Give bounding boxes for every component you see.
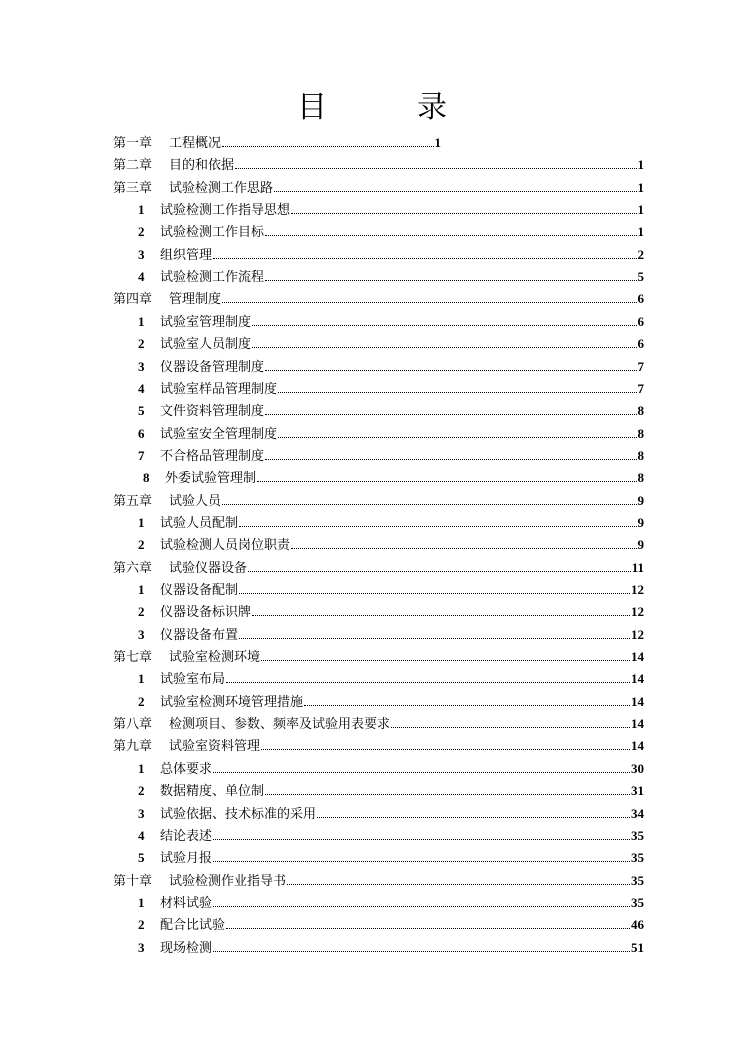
entry-label: 不合格品管理制度 xyxy=(160,448,265,464)
entry-label: 工程概况 xyxy=(169,136,222,151)
entry-page-number: 9 xyxy=(637,514,644,530)
dot-leader xyxy=(317,803,630,818)
dot-leader xyxy=(213,892,630,907)
entry-number: 第八章 xyxy=(113,717,153,733)
entry-number: 5 xyxy=(138,403,145,419)
dot-leader xyxy=(265,266,636,281)
dot-leader xyxy=(257,467,636,482)
entry-page-number: 11 xyxy=(631,559,644,575)
dot-leader xyxy=(291,199,636,214)
entry-label: 仪器设备配制 xyxy=(160,583,239,598)
entry-page-number: 30 xyxy=(631,760,644,776)
entry-number: 第七章 xyxy=(113,650,153,666)
entry-number: 1 xyxy=(138,514,145,530)
entry-label: 文件资料管理制度 xyxy=(160,404,265,420)
entry-number: 第五章 xyxy=(113,493,153,509)
entry-page-number: 14 xyxy=(631,693,644,709)
dot-leader xyxy=(291,534,636,549)
entry-number: 2 xyxy=(138,783,145,799)
toc-section-entry xyxy=(138,244,644,266)
entry-label: 组织管理 xyxy=(160,247,213,263)
entry-label: 仪器设备布置 xyxy=(160,627,239,643)
entry-page-number: 14 xyxy=(631,716,644,732)
entry-number: 1 xyxy=(138,894,145,910)
dot-leader xyxy=(265,780,630,795)
dot-leader xyxy=(239,624,630,639)
dot-leader xyxy=(239,512,636,527)
entry-page-number: 35 xyxy=(631,894,644,910)
entry-page-number: 1 xyxy=(637,179,644,195)
entry-number: 4 xyxy=(138,827,145,843)
entry-page-number: 8 xyxy=(637,403,644,419)
entry-number: 3 xyxy=(138,805,145,821)
toc-chapter-entry xyxy=(113,132,441,154)
entry-label: 试验室检测环境管理措施 xyxy=(160,694,304,710)
toc-chapter-entry xyxy=(113,177,644,199)
dot-leader xyxy=(252,333,636,348)
dot-leader xyxy=(213,825,630,840)
toc-chapter-entry xyxy=(113,490,644,512)
toc-section-entry xyxy=(138,758,644,780)
entry-number: 7 xyxy=(138,447,145,463)
entry-page-number: 8 xyxy=(637,470,644,486)
toc-section-entry xyxy=(138,423,644,445)
toc-section-entry xyxy=(138,825,644,847)
entry-page-number: 12 xyxy=(631,626,644,642)
entry-number: 1 xyxy=(138,313,145,329)
toc-section-entry xyxy=(138,579,644,601)
toc-section-entry xyxy=(143,467,644,489)
entry-page-number: 14 xyxy=(631,738,644,754)
entry-number: 2 xyxy=(138,917,145,933)
toc-chapter-entry xyxy=(113,646,644,668)
toc-chapter-entry xyxy=(113,288,644,310)
entry-number: 2 xyxy=(138,604,145,620)
entry-label: 试验室检测环境 xyxy=(169,650,261,666)
dot-leader xyxy=(226,914,630,929)
dot-leader xyxy=(265,356,636,371)
entry-label: 试验室布局 xyxy=(160,672,226,688)
entry-page-number: 2 xyxy=(637,246,644,262)
entry-number: 3 xyxy=(138,626,145,642)
entry-number: 第十章 xyxy=(113,873,153,889)
dot-leader xyxy=(265,445,636,460)
entry-page-number: 7 xyxy=(637,358,644,374)
toc-section-entry xyxy=(138,803,644,825)
toc-chapter-entry xyxy=(113,154,644,176)
entry-number: 2 xyxy=(138,336,145,352)
toc-section-entry xyxy=(138,601,644,623)
entry-label: 试验检测工作目标 xyxy=(160,225,265,241)
toc-section-entry xyxy=(138,378,644,400)
dot-leader xyxy=(287,870,630,885)
toc-section-entry xyxy=(138,356,644,378)
toc-chapter-entry xyxy=(113,713,644,735)
entry-label: 试验检测人员岗位职责 xyxy=(160,538,291,554)
entry-label: 试验室安全管理制度 xyxy=(160,426,278,442)
entry-number: 第四章 xyxy=(113,292,153,308)
dot-leader xyxy=(248,557,631,572)
entry-label: 配合比试验 xyxy=(160,918,226,934)
toc-section-entry xyxy=(138,914,644,936)
entry-label: 仪器设备标识牌 xyxy=(160,605,252,621)
entry-page-number: 1 xyxy=(434,135,441,150)
entry-page-number: 5 xyxy=(637,269,644,285)
entry-page-number: 35 xyxy=(631,850,644,866)
entry-number: 6 xyxy=(138,425,145,441)
toc-section-entry xyxy=(138,691,644,713)
entry-number: 2 xyxy=(138,693,145,709)
dot-leader xyxy=(213,937,630,952)
entry-page-number: 14 xyxy=(631,649,644,665)
entry-number: 8 xyxy=(143,470,150,486)
dot-leader xyxy=(213,758,630,773)
dot-leader xyxy=(265,400,636,415)
toc-title: 目 录 xyxy=(297,90,477,125)
toc-section-entry xyxy=(138,333,644,355)
dot-leader xyxy=(239,579,630,594)
toc-section-entry xyxy=(138,199,644,221)
entry-page-number: 12 xyxy=(631,604,644,620)
entry-page-number: 7 xyxy=(637,380,644,396)
entry-page-number: 12 xyxy=(631,582,644,597)
toc-section-entry xyxy=(138,445,644,467)
entry-number: 1 xyxy=(138,582,145,597)
toc-section-entry xyxy=(138,534,644,556)
entry-number: 第二章 xyxy=(113,158,153,174)
toc-section-entry xyxy=(138,221,644,243)
entry-label: 管理制度 xyxy=(169,292,222,308)
toc-chapter-entry xyxy=(113,557,644,579)
entry-label: 试验检测工作思路 xyxy=(169,180,274,196)
dot-leader xyxy=(235,154,636,169)
toc-section-entry xyxy=(138,512,644,534)
entry-page-number: 31 xyxy=(631,783,644,799)
entry-label: 试验检测作业指导书 xyxy=(169,873,287,889)
entry-page-number: 34 xyxy=(631,805,644,821)
dot-leader xyxy=(278,378,636,393)
entry-label: 试验室样品管理制度 xyxy=(160,381,278,397)
entry-page-number: 6 xyxy=(637,313,644,329)
toc-section-entry xyxy=(138,400,644,422)
entry-page-number: 46 xyxy=(631,917,644,933)
entry-page-number: 9 xyxy=(637,492,644,508)
entry-number: 5 xyxy=(138,850,145,866)
entry-page-number: 9 xyxy=(637,537,644,553)
entry-label: 试验人员 xyxy=(169,493,222,509)
dot-leader xyxy=(226,668,630,683)
toc-chapter-entry xyxy=(113,735,644,757)
entry-page-number: 1 xyxy=(637,224,644,240)
dot-leader xyxy=(278,423,636,438)
toc-section-entry xyxy=(138,892,644,914)
dot-leader xyxy=(252,311,636,326)
toc-section-entry xyxy=(138,847,644,869)
entry-number: 第六章 xyxy=(113,560,153,576)
dot-leader xyxy=(391,713,630,728)
entry-number: 1 xyxy=(138,760,145,776)
toc-section-entry xyxy=(138,266,644,288)
toc-section-entry xyxy=(138,311,644,333)
dot-leader xyxy=(213,244,636,259)
entry-number: 2 xyxy=(138,224,145,240)
entry-label: 试验人员配制 xyxy=(160,515,239,531)
entry-label: 试验检测工作流程 xyxy=(160,270,265,286)
entry-label: 目的和依据 xyxy=(169,158,235,174)
entry-page-number: 51 xyxy=(631,939,644,955)
toc-section-entry xyxy=(138,780,644,802)
dot-leader xyxy=(213,847,630,862)
entry-number: 2 xyxy=(138,537,145,553)
entry-page-number: 35 xyxy=(631,872,644,888)
dot-leader xyxy=(261,735,630,750)
entry-page-number: 35 xyxy=(631,827,644,843)
entry-label: 试验仪器设备 xyxy=(169,560,248,576)
dot-leader xyxy=(252,601,630,616)
entry-label: 试验检测工作指导思想 xyxy=(160,203,291,219)
entry-number: 1 xyxy=(138,202,145,218)
entry-number: 第一章 xyxy=(113,136,153,151)
entry-label: 现场检测 xyxy=(160,940,213,956)
entry-number: 3 xyxy=(138,939,145,955)
toc-section-entry xyxy=(138,937,644,959)
toc-chapter-entry xyxy=(113,870,644,892)
entry-label: 外委试验管理制 xyxy=(165,471,257,487)
entry-label: 结论表述 xyxy=(160,828,213,844)
entry-label: 试验室人员制度 xyxy=(160,337,252,353)
entry-page-number: 8 xyxy=(637,447,644,463)
toc-section-entry xyxy=(138,668,644,690)
dot-leader xyxy=(261,646,630,661)
entry-number: 3 xyxy=(138,246,145,262)
entry-label: 总体要求 xyxy=(160,761,213,777)
entry-page-number: 6 xyxy=(637,291,644,307)
entry-number: 4 xyxy=(138,269,145,285)
dot-leader xyxy=(274,177,636,192)
entry-label: 检测项目、参数、频率及试验用表要求 xyxy=(169,717,391,733)
entry-page-number: 6 xyxy=(637,336,644,352)
dot-leader xyxy=(265,221,636,236)
entry-number: 第九章 xyxy=(113,739,153,755)
entry-label: 材料试验 xyxy=(160,895,213,911)
entry-number: 4 xyxy=(138,380,145,396)
entry-label: 试验依据、技术标准的采用 xyxy=(160,806,317,822)
entry-label: 试验室资料管理 xyxy=(169,739,261,755)
entry-page-number: 1 xyxy=(637,202,644,218)
entry-label: 试验室管理制度 xyxy=(160,314,252,330)
entry-label: 数据精度、单位制 xyxy=(160,784,265,800)
toc-section-entry xyxy=(138,624,644,646)
entry-label: 仪器设备管理制度 xyxy=(160,359,265,375)
entry-page-number: 14 xyxy=(631,671,644,687)
entry-number: 1 xyxy=(138,671,145,687)
dot-leader xyxy=(222,490,636,505)
dot-leader xyxy=(222,288,636,303)
dot-leader xyxy=(304,691,630,706)
entry-label: 试验月报 xyxy=(160,851,213,867)
entry-page-number: 8 xyxy=(637,425,644,441)
entry-number: 第三章 xyxy=(113,180,153,196)
entry-number: 3 xyxy=(138,358,145,374)
dot-leader xyxy=(222,132,433,147)
entry-page-number: 1 xyxy=(637,157,644,173)
